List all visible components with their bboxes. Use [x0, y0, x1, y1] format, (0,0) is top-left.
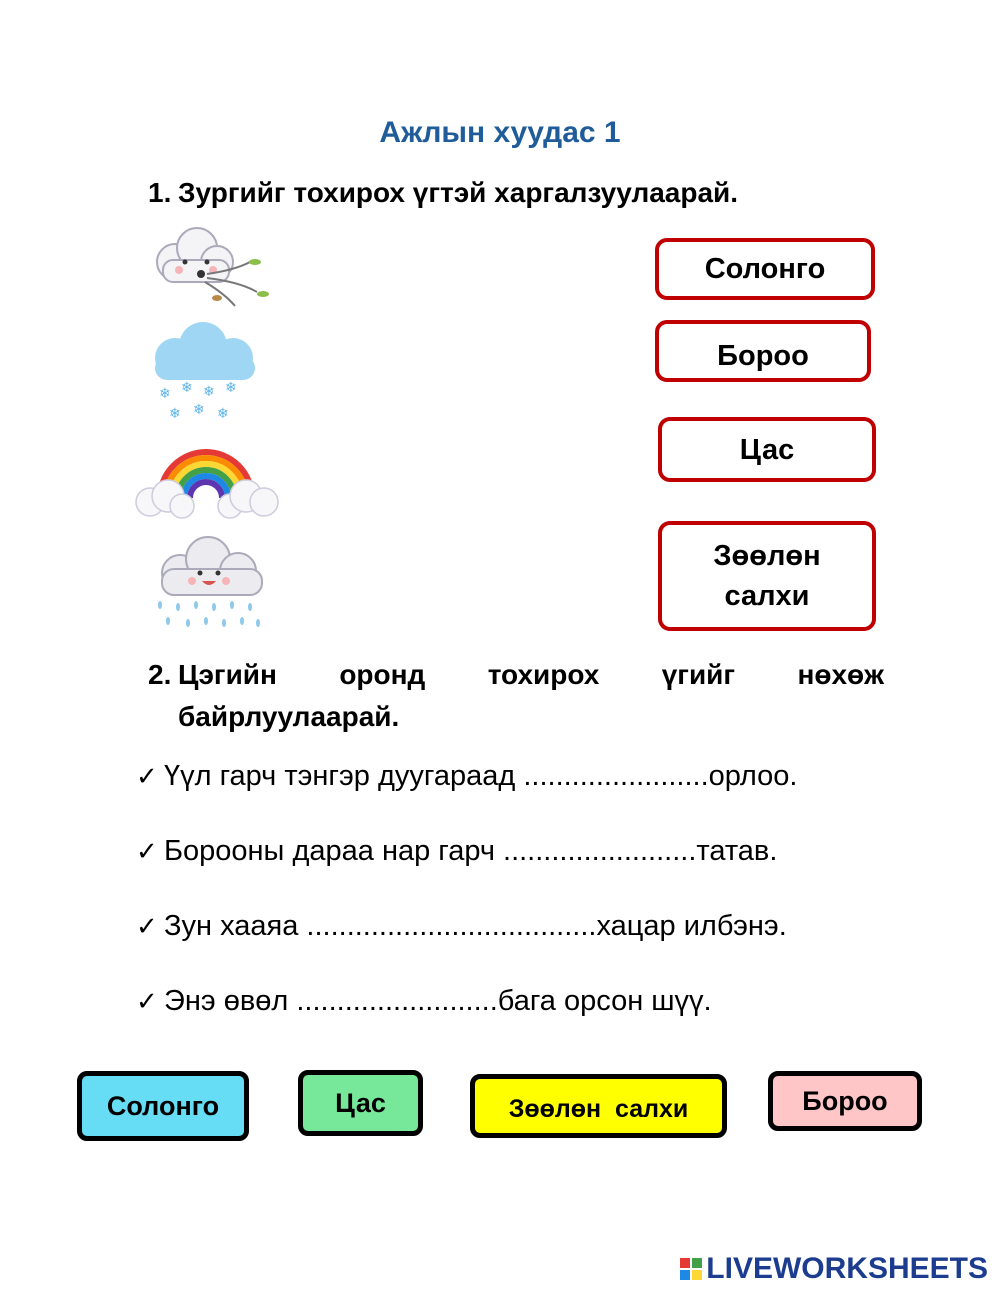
checkmark-icon: ✓ [136, 836, 158, 866]
checkmark-icon: ✓ [136, 911, 158, 941]
brand-name: LIVEWORKSHEETS [706, 1252, 988, 1285]
answer-chip-solongo[interactable]: Солонго [77, 1071, 249, 1141]
answer-chip-tsas[interactable]: Цас [298, 1070, 423, 1136]
checkmark-icon: ✓ [136, 761, 158, 791]
fill-sentence [136, 760, 797, 793]
sentence-text: Зун хааяа ....................................хацар илбэнэ. [164, 910, 787, 942]
checkmark-icon: ✓ [136, 986, 158, 1016]
sentence-text: Борооны дараа нар гарч ........................татав. [164, 835, 778, 867]
snow-cloud-icon[interactable] [145, 322, 275, 422]
question-2-word: үгийг [661, 659, 736, 690]
svg-text:❄: ❄ [169, 406, 181, 422]
svg-text:❄: ❄ [193, 402, 205, 418]
rainbow-icon[interactable] [130, 432, 282, 522]
answer-chip-boroo[interactable]: Бороо [768, 1071, 922, 1131]
question-1-heading [148, 172, 888, 214]
match-word-box[interactable]: Бороо [655, 320, 871, 382]
question-2-heading [148, 654, 884, 738]
question-2-line2: байрлуулаарай. [178, 701, 400, 732]
page-title: Ажлын хуудас 1 [379, 116, 621, 149]
question-2-text [178, 654, 884, 738]
question-2-word: тохирох [487, 659, 600, 690]
svg-text:❄: ❄ [203, 384, 215, 400]
fill-sentence [136, 910, 787, 943]
question-2-number: 2. [148, 659, 172, 690]
svg-text:❄: ❄ [159, 386, 171, 402]
sentence-text: Үүл гарч тэнгэр дуугараад .......................орлоо. [164, 760, 798, 792]
question-2-word: нөхөж [797, 659, 884, 690]
question-1-text: Зургийг тохирох үгтэй харгалзуулаарай. [178, 177, 739, 208]
match-word-box[interactable]: Зөөлөн салхи [658, 521, 876, 631]
svg-text:❄: ❄ [225, 380, 237, 396]
rain-cloud-icon[interactable] [150, 535, 280, 630]
question-1-number: 1. [148, 177, 172, 208]
fill-sentence [136, 835, 777, 868]
answer-chip-zoolon-salkhi[interactable]: Зөөлөн салхи [470, 1074, 727, 1138]
fill-sentence [136, 985, 712, 1018]
wind-cloud-icon[interactable] [145, 222, 275, 312]
sentence-text: Энэ өвөл .........................бага орсон шүү. [164, 985, 712, 1017]
question-2-word: Цэгийн [178, 659, 277, 690]
question-2-word: оронд [339, 659, 426, 690]
match-word-box[interactable]: Солонго [655, 238, 875, 300]
svg-text:❄: ❄ [217, 406, 229, 422]
svg-text:❄: ❄ [181, 380, 193, 396]
brand-footer [680, 1252, 988, 1286]
match-word-box[interactable]: Цас [658, 417, 876, 482]
liveworksheets-logo-icon [680, 1258, 702, 1280]
